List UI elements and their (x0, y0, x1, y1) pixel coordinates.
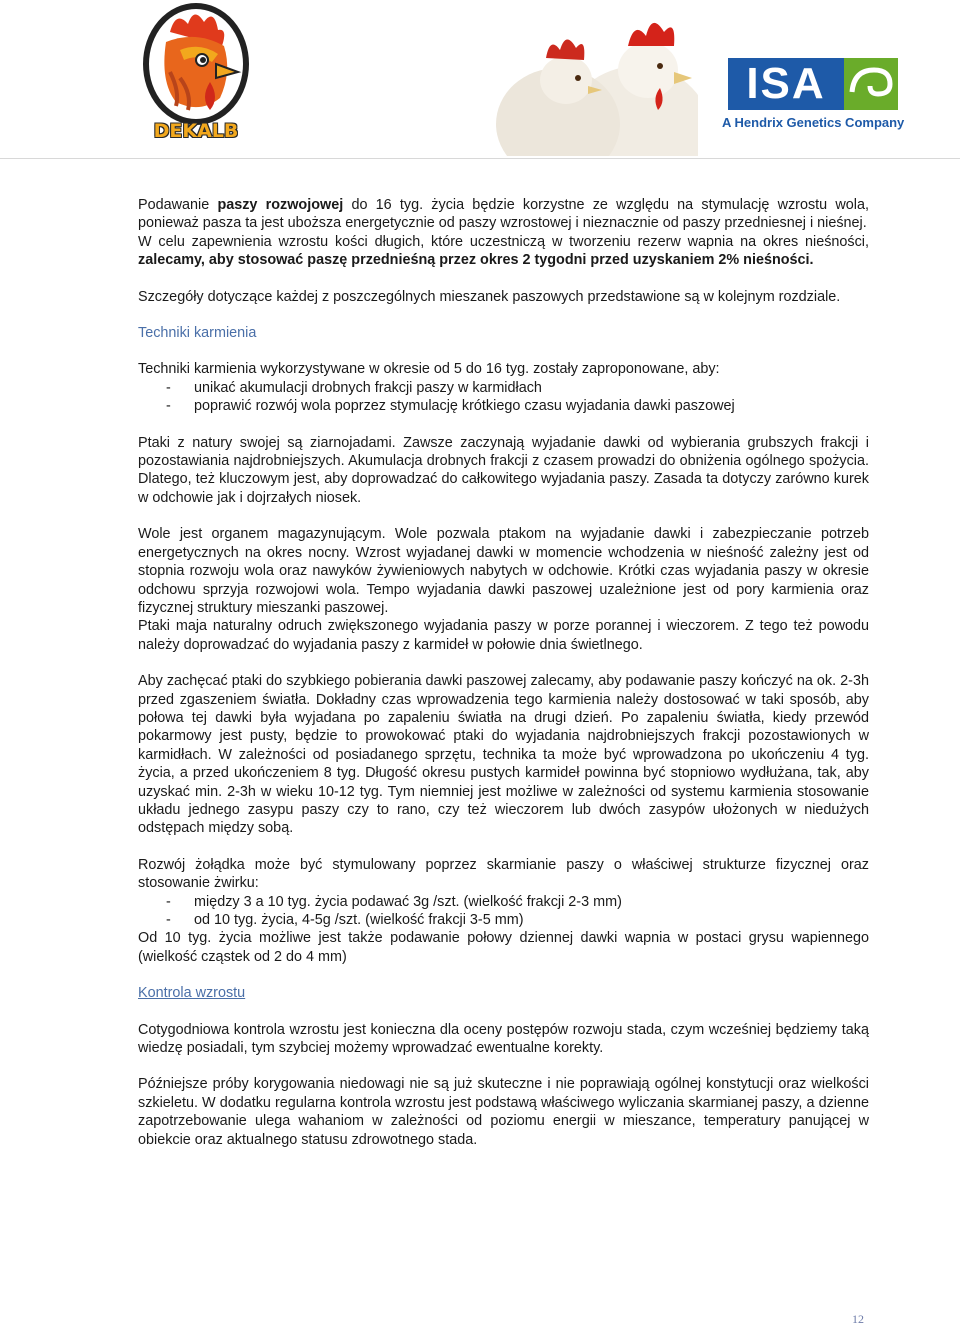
paragraph-gizzard: Rozwój żołądka może być stymulowany poprzez skarmianie paszy o właściwej strukturze fizycznej oraz stosowanie żwirku: (138, 856, 869, 892)
list-item: - unikać akumulacji drobnych frakcji paszy w karmidłach (166, 379, 542, 396)
isa-logo (722, 52, 905, 136)
paragraph-calcium: Od 10 tyg. życia możliwe jest także podawanie połowy dziennej dawki wapnia w postaci grysu wapiennego (wielkość cząstek od 2 do 4 mm) (138, 930, 869, 965)
paragraph-crop: Wole jest organem magazynującym. Wole pozwala ptakom na wyjadanie dawki i zabezpieczanie potrzeb energetycznych na okres nocny. Wzrost wyjadanej dawki w momencie wchodzenia w nieśność zależny jest od stopnia rozwoju wola oraz nawyków żywieniowych nabytych w odchowie. Krótki czas wyjadania paszy w okresie odchowu sprzyja rozwojowi wola. Tempo wyjadania dawki paszowej uzależnione jest od pory karmienia oraz fizycznej struktury mieszanki paszowej. (138, 526, 869, 616)
isa-tagline: A Hendrix Genetics Company (722, 115, 905, 130)
dekalb-logo-text: DEKALB (153, 120, 239, 142)
page-header (0, 0, 960, 158)
hens-photo (488, 6, 698, 156)
dekalb-logo (140, 2, 252, 150)
hens-illustration-icon (488, 6, 698, 156)
paragraph-feeding-schedule: Aby zachęcać ptaki do szybkiego pobierania dawki paszowej zalecamy, aby podawanie paszy kończyć na ok. 2-3h przed zgaszeniem światła. Dokładny czas wprowadzenia tego karmienia należy dostosować w taki sposób, aby połowa tej dawki była wyjadana po zapaleniu światła na drugi dzień. Po zapaleniu światła, kiedy przewód pokarmowy jest pusty, będzie to prowokować ptaki do wyjadania najdrobniejszych frakcji pozostawionych w karmidłach. W zależności od posiadanego sprzętu, technika ta może być wprowadzona po ukończeniu 4 tyg. życia, a przed ukończeniem 8 tyg. Długość okresu pustych karmideł powinna być stopniowo wydłużana, tak, aby uzyskać min. 2-3h w wieku 10-12 tyg. Tym niemniej jest możliwe w zależności od systemu karmienia stosowanie układu jednego zasypu paszy czy to rano, czy też wieczorem lub dwóch zasypów ułożonych w niedużych odstępach między sobą. (138, 673, 869, 837)
paragraph-bone-growth: W celu zapewnienia wzrostu kości długich, które uczestniczą w tworzeniu rezerw wapnia na okres nieśności, zalecamy, aby stosować paszę przednieśną przez okres 2 tygodni przed uzyskaniem 2% nieśności. (138, 233, 869, 269)
page-number: 12 (852, 1312, 864, 1326)
list-item: - między 3 a 10 tyg. życia podawać 3g /szt. (wielkość frakcji 2-3 mm) (166, 893, 622, 910)
list-item: - poprawić rozwój wola poprzez stymulację krótkiego czasu wyjadania dawki paszowej (166, 398, 735, 415)
isa-swirl-icon (844, 58, 898, 110)
bold-term: paszy rozwojowej (217, 197, 344, 213)
page-content (138, 196, 869, 1149)
header-divider (0, 158, 960, 159)
bold-recommendation: zalecamy, aby stosować paszę przednieśną przez okres 2 tygodni przed uzyskaniem 2% nieśności. (138, 252, 814, 269)
heading-feeding-techniques[interactable]: Techniki karmienia (138, 325, 257, 342)
isa-logo-letters: ISA (728, 58, 844, 110)
list-item: - od 10 tyg. życia, 4-5g /szt. (wielkość frakcji 3-5 mm) (166, 912, 524, 928)
paragraph-weekly-control: Cotygodniowa kontrola wzrostu jest konieczna dla oceny postępów rozwoju stada, czym wcześniej będziemy taką wiedzę posiadali, tym szybciej możemy wprowadzać ewentualne korekty. (138, 1021, 869, 1057)
paragraph-feed-intro: Podawanie paszy rozwojowej do 16 tyg. życia będzie korzystne ze względu na stymulację wzrostu wola, ponieważ pasza ta jest uboższa energetycznie od paszy wzrostowej i nieznacznie od paszy przedniesnej i nieśnej. (138, 197, 869, 232)
heading-growth-control[interactable]: Kontrola wzrostu (138, 985, 246, 1002)
paragraph-late-correction: Późniejsze próby korygowania niedowagi nie są już skuteczne i nie poprawiają ogólnej konstytucji oraz wielkości szkieletu. W dodatku regularna kontrola wzrostu jest podstawą właściwego wyliczania skarmianej paszy, a dzienne zapotrzebowanie ulega wahaniom w zależności od poziomu energii w mieszance, temperatury panującej w obiekcie oraz aktualnego statusu zdrowotnego stada. (138, 1076, 869, 1148)
paragraph-granivores: Ptaki z natury swojej są ziarnojadami. Zawsze zaczynają wyjadanie dawki od wybierania grubszych frakcji i pozostawiania najdrobniejszych. Akumulacja drobnych frakcji z czasem prowadzi do obniżenia ogólnego spożycia. Dlatego, też kluczowym jest, aby doprowadzać do całkowitego wyjadania paszy. Zasada ta dotyczy zarówno kurek w odchowie jak i dojrzałych niosek. (138, 434, 869, 506)
paragraph-morning-evening: Ptaki maja naturalny odruch zwiększonego wyjadania paszy w porze porannej i wieczorem. Z tego też powodu należy doprowadzać do wyjadania paszy z karmideł w połowie dnia świetlnego. (138, 618, 869, 653)
paragraph-details: Szczegóły dotyczące każdej z poszczególnych mieszanek paszowych przedstawione są w kolejnym rozdziale. (138, 288, 841, 305)
paragraph-techniques-intro: Techniki karmienia wykorzystywane w okresie od 5 do 16 tyg. zostały zaproponowane, aby: (138, 361, 720, 378)
